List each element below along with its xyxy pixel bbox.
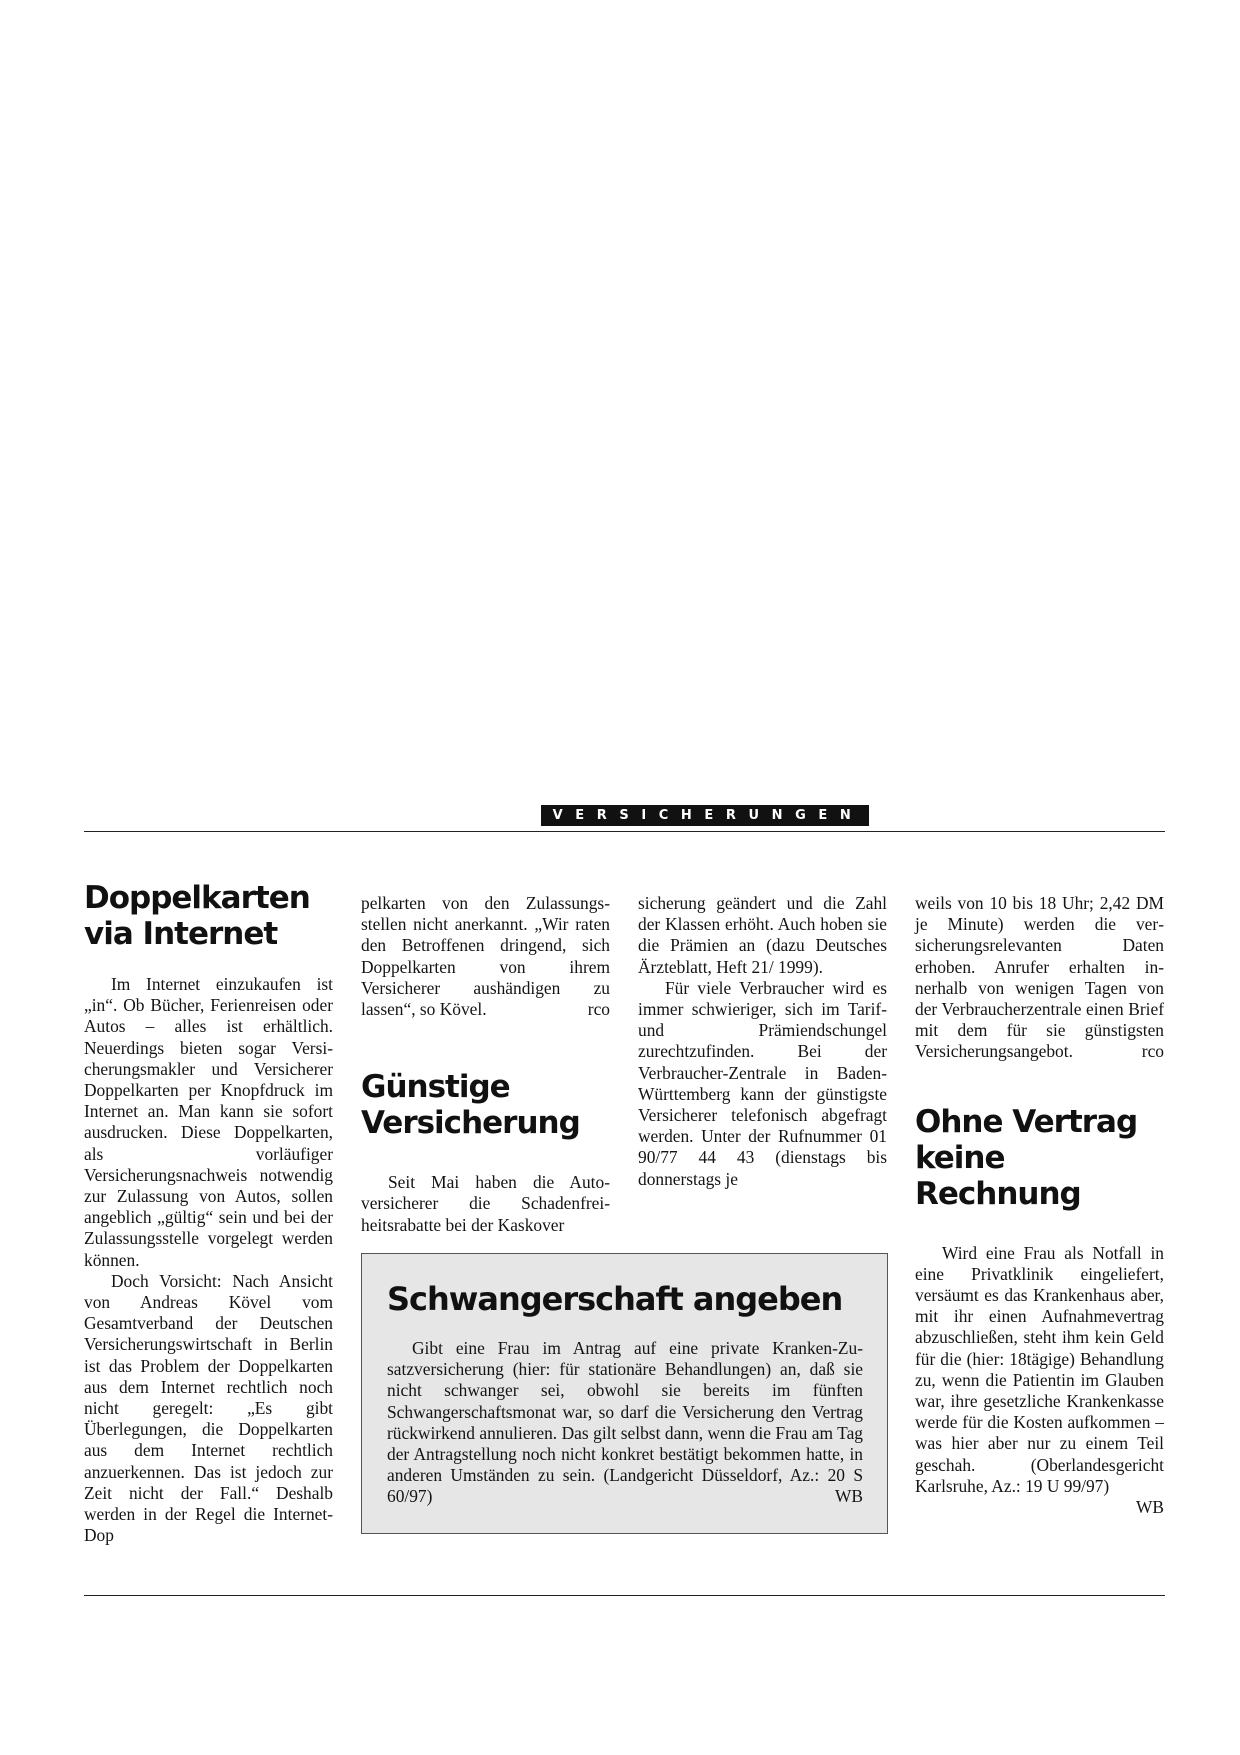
article-title-guenstige-versicherung: Günstige Versicherung xyxy=(361,1069,580,1142)
article-paragraph-continued xyxy=(84,1271,333,1547)
column-3 xyxy=(638,893,887,1190)
article-paragraph: Für viele Verbraucher wird es immer schwieriger, sich im Tarif- und Prämiendschungel zurechtzufinden. Bei der Verbraucher-Zentrale in Baden-Württemberg kann der günstigste Versicherer telefonisch abgefragt werden. Unter der Rufnummer 01 90/77 44 43 (dienstags bis donnerstags je xyxy=(638,977,887,1189)
info-box-schwangerschaft xyxy=(361,1253,888,1534)
column-4 xyxy=(915,893,1164,1518)
article-paragraph xyxy=(915,1242,1164,1518)
bottom-rule xyxy=(84,1595,1165,1596)
box-title: Schwangerschaft angeben xyxy=(387,1280,843,1318)
article-paragraph-text: Doch Vorsicht: Nach Ansicht von Andreas Kövel vom Gesamtverband der Deutschen Versicherungswirtschaft in Berlin ist das Problem der Doppelkarten aus dem Internet rechtlich noch nicht geregelt: „Es gibt Überlegungen, die Doppelkarten aus dem Internet rechtlich anzuerkennen. Das ist jedoch zur Zeit nicht der Fall.“ Deshalb werden in der Regel die Internet-Dop xyxy=(84,1270,333,1546)
article-paragraph-text: Wird eine Frau als Notfall in eine Privatklinik eingeliefert, versäumt es das Krankenhaus aber, mit ihr einen Aufnahmevertrag abzuschließen, steht ihm kein Geld für die (hier: 18tägige) Behandlung zu, wenn die Patientin im Glauben war, ihre gesetzliche Krankenkasse werde für die Kosten aufkommen – was hier aber nur zu einem Teil geschah. (Oberlandesgericht Karlsruhe, Az.: 19 U 99/97) xyxy=(915,1242,1164,1496)
box-paragraph-text: Gibt eine Frau im Antrag auf eine private Kranken-Zusatzversicherung (hier: für stationäre Behandlungen) an, daß sie nicht schwanger sei, obwohl sie bereits im fünften Schwangerschaftsmonat war, so darf die Versicherung den Vertrag rückwirkend annulieren. Das gilt selbst dann, wenn die Frau am Tag der Antragstellung noch nicht konkret bestätigt bekommen hatte, in anderen Umständen zu sein. (Landgericht Düsseldorf, Az.: 20 S 60/97) xyxy=(387,1338,863,1507)
article-paragraph: Im Internet einzukaufen ist „in“. Ob Bücher, Ferienreisen oder Autos – alles ist erhältlich. Neuerdings bieten sogar Versicherungsmakler und Versicherer Doppelkarten per Knopfdruck im Internet an. Man kann sie sofort ausdrucken. Diese Doppelkarten, als vorläufiger Versicherungsnachweis notwendig zur Zulassung von Autos, sollen angeblich „gültig“ sein und bei der Zulassungsstelle vorgelegt werden können. xyxy=(84,974,333,1270)
author-signature: WB xyxy=(834,1486,863,1507)
article-continuation: weils von 10 bis 18 Uhr; 2,42 DM je Minute) werden die versicherungsrelevanten Daten erhoben. Anrufer erhalten innerhalb von wenigen Tagen von der Verbraucherzentrale einen Brief mit dem für sie günstigsten Versicherungsangebot. rco xyxy=(915,893,1164,1062)
section-label: VERSICHERUNGEN xyxy=(541,805,869,826)
article-doppelkarten xyxy=(84,880,333,1546)
author-signature: rco xyxy=(1141,1041,1164,1062)
article-continuation: pelkarten von den Zulassungsstellen nicht anerkannt. „Wir raten den Betroffenen dringend, sich Doppelkarten von ihrem Versicherer aushändigen zu lassen“, so Kövel. rco xyxy=(361,893,610,1020)
article-title-ohne-vertrag: Ohne Vertrag keine Rechnung xyxy=(915,1103,1138,1212)
author-signature: WB xyxy=(1135,1497,1164,1518)
author-signature: rco xyxy=(587,999,610,1020)
article-title-doppelkarten: Doppelkarten via Internet xyxy=(84,880,310,952)
box-paragraph xyxy=(387,1338,863,1508)
article-paragraph: Seit Mai haben die Autoversicherer die Schadenfreiheitsrabatte bei der Kaskover xyxy=(361,1172,610,1235)
section-header xyxy=(84,805,1165,832)
article-continuation: sicherung geändert und die Zahl der Klassen erhöht. Auch hoben sie die Prämien an (dazu Deutsches Ärzteblatt, Heft 21/ 1999). xyxy=(638,893,887,977)
column-2 xyxy=(361,893,610,1236)
